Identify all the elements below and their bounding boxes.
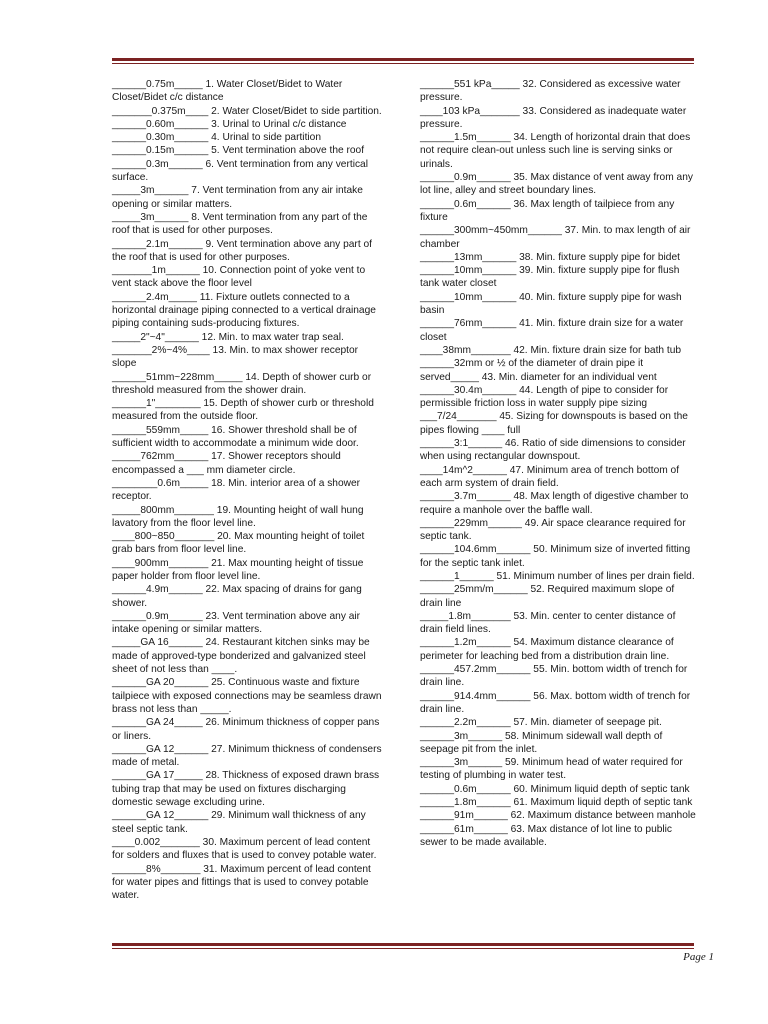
list-item: ______76mm______ 41. Min. fixture drain size for a water closet — [420, 318, 684, 343]
list-item: ______0.60m______ 3. Urinal to Urinal c/c distance — [112, 118, 347, 130]
list-item: ______300mm~450mm______ 37. Min. to max length of air chamber — [420, 225, 691, 250]
list-item: ______457.2mm______ 55. Min. bottom width of trench for drain line. — [420, 664, 688, 689]
list-item: ______51mm~228mm_____ 14. Depth of shower curb or threshold measured from the shower drain. — [112, 371, 372, 396]
list-item: ______30.4m______ 44. Length of pipe to consider for permissible friction loss in water supply pipe sizing — [420, 384, 669, 410]
list-item: ______GA 17_____ 28. Thickness of exposed drawn brass tubing trap that may be used on fixtures discharging domestic sewage excluding urine. — [112, 770, 380, 809]
list-item: _____GA 16______ 24. Restaurant kitchen sinks may be made of approved-type bonderized and galvanized steel sheet of not less than ____. — [112, 637, 370, 676]
list-item: ______3:1______ 46. Ratio of side dimensions to consider when using rectangular downspout. — [420, 438, 686, 463]
list-item: ______GA 12______ 27. Minimum thickness of condensers made of metal. — [112, 743, 382, 769]
list-item: _____800mm_______ 19. Mounting height of wall hung lavatory from the floor level line. — [112, 504, 364, 529]
page-number: Page 1 — [683, 951, 714, 963]
list-item: ______3.7m______ 48. Max length of digestive chamber to require a manhole over the baffle wall. — [420, 491, 689, 516]
list-item: ______61m______ 63. Max distance of lot line to public sewer to be made available. — [420, 823, 673, 848]
list-item: ______1______ 51. Minimum number of lines per drain field. — [420, 570, 695, 582]
list-item: ______10mm______ 40. Min. fixture supply pipe for wash basin — [420, 291, 682, 317]
list-item: _____762mm______ 17. Shower receptors should encompassed a ___ mm diameter circle. — [112, 451, 341, 476]
list-item: _____3m______ 8. Vent termination from any part of the roof that is used for other purposes. — [112, 211, 368, 237]
list-item: ______229mm______ 49. Air space clearance required for septic tank. — [420, 517, 686, 543]
list-item: _____3m______ 7. Vent termination from any air intake opening or similar matters. — [112, 185, 363, 210]
list-item: ______1.2m______ 54. Maximum distance clearance of perimeter for leaching bed from a distribution drain line. — [420, 637, 674, 662]
list-item: ______32mm or ½ of the diameter of drain pipe it served_____ 43. Min. diameter for an individual vent — [420, 358, 657, 383]
list-item: ______1.5m______ 34. Length of horizontal drain that does not require clean-out unless such line is serving sinks or urinals. — [420, 132, 691, 170]
list-item: ______GA 20______ 25. Continuous waste and fixture tailpiece with exposed connections may be seamless drawn brass not less than _____. — [112, 677, 382, 715]
list-item: ____38mm_______ 42. Min. fixture drain size for bath tub — [420, 344, 682, 356]
list-item: ______0.75m_____ 1. Water Closet/Bidet to Water Closet/Bidet c/c distance — [112, 79, 343, 104]
list-item: ______104.6mm______ 50. Minimum size of inverted fitting for the septic tank inlet. — [420, 544, 691, 569]
list-item: ______8%_______ 31. Maximum percent of lead content for water pipes and fittings that is used to convey potable water. — [112, 863, 371, 902]
list-item: ______2.1m______ 9. Vent termination above any part of the roof that is used for other purposes. — [112, 238, 372, 263]
list-item: ______2.4m_____ 11. Fixture outlets connected to a horizontal drainage piping connected to a vertical drainage piping containing suds-producing fixtures. — [112, 291, 376, 330]
list-item: ____900mm_______ 21. Max mounting height of tissue paper holder from floor level line. — [112, 557, 364, 582]
list-item: _____2"~4"______ 12. Min. to max water trap seal. — [112, 331, 344, 343]
list-item: ______GA 12______ 29. Minimum wall thickness of any steel septic tank. — [112, 810, 366, 835]
list-item: ______10mm______ 39. Min. fixture supply pipe for flush tank water closet — [420, 265, 680, 290]
list-item: ________0.6m_____ 18. Min. interior area of a shower receptor. — [112, 477, 361, 503]
list-item: ______1"________ 15. Depth of shower curb or threshold measured from the outside floor. — [112, 398, 374, 423]
list-item: ____800~850_______ 20. Max mounting height of toilet grab bars from floor level line. — [112, 531, 365, 556]
list-item: ______0.15m______ 5. Vent termination above the roof — [112, 145, 365, 157]
list-item: ______0.6m______ 60. Minimum liquid depth of septic tank — [420, 783, 690, 795]
list-item: _____1.8m_______ 53. Min. center to center distance of drain field lines. — [420, 610, 676, 636]
list-item: ______91m______ 62. Maximum distance between manhole — [420, 810, 696, 822]
list-item: ______2.2m______ 57. Min. diameter of seepage pit. — [420, 717, 662, 729]
list-item: ______551 kPa_____ 32. Considered as excessive water pressure. — [420, 79, 681, 104]
list-item: ______GA 24_____ 26. Minimum thickness of copper pans or liners. — [112, 717, 380, 742]
list-item: ____14m^2______ 47. Minimum area of trench bottom of each arm system of drain field. — [420, 464, 680, 489]
list-item: ______1.8m______ 61. Maximum liquid depth of septic tank — [420, 797, 693, 809]
list-item: ___7/24_______ 45. Sizing for downspouts is based on the pipes flowing ____ full — [420, 411, 688, 436]
list-item: _______0.375m____ 2. Water Closet/Bidet to side partition. — [112, 105, 382, 117]
list-item: ______13mm______ 38. Min. fixture supply pipe for bidet — [420, 251, 680, 263]
list-item: ______914.4mm______ 56. Max. bottom width of trench for drain line. — [420, 690, 691, 715]
list-item: ______0.3m______ 6. Vent termination from any vertical surface. — [112, 158, 368, 184]
list-item: ______0.6m______ 36. Max length of tailpiece from any fixture — [420, 198, 675, 223]
list-item: _______1m______ 10. Connection point of yoke vent to vent stack above the floor level — [112, 265, 366, 290]
footer-rule — [112, 943, 694, 949]
list-item: ______0.30m______ 4. Urinal to side partition — [112, 132, 321, 144]
list-item: ______3m______ 58. Minimum sidewall wall depth of seepage pit from the inlet. — [420, 730, 663, 755]
right-column — [420, 78, 698, 849]
list-item: ______0.9m______ 23. Vent termination above any air intake opening or similar matters. — [112, 610, 361, 636]
list-item: ______0.9m______ 35. Max distance of vent away from any lot line, alley and street boundary lines. — [420, 172, 693, 197]
list-item: ______25mm/m______ 52. Required maximum slope of drain line — [420, 584, 675, 609]
list-item: ______3m______ 59. Minimum head of water required for testing of plumbing in water test. — [420, 757, 683, 782]
list-item: ____0.002_______ 30. Maximum percent of lead content for solders and fluxes that is used to convey potable water. — [112, 836, 377, 862]
list-item: ____103 kPa_______ 33. Considered as inadequate water pressure. — [420, 105, 687, 130]
list-item: _______2%~4%____ 13. Min. to max shower receptor slope — [112, 344, 359, 370]
list-item: ______4.9m______ 22. Max spacing of drains for gang shower. — [112, 584, 362, 609]
left-column — [112, 78, 384, 902]
list-item: ______559mm_____ 16. Shower threshold shall be of sufficient width to accommodate a minimum wide door. — [112, 424, 359, 450]
header-rule — [112, 58, 694, 64]
